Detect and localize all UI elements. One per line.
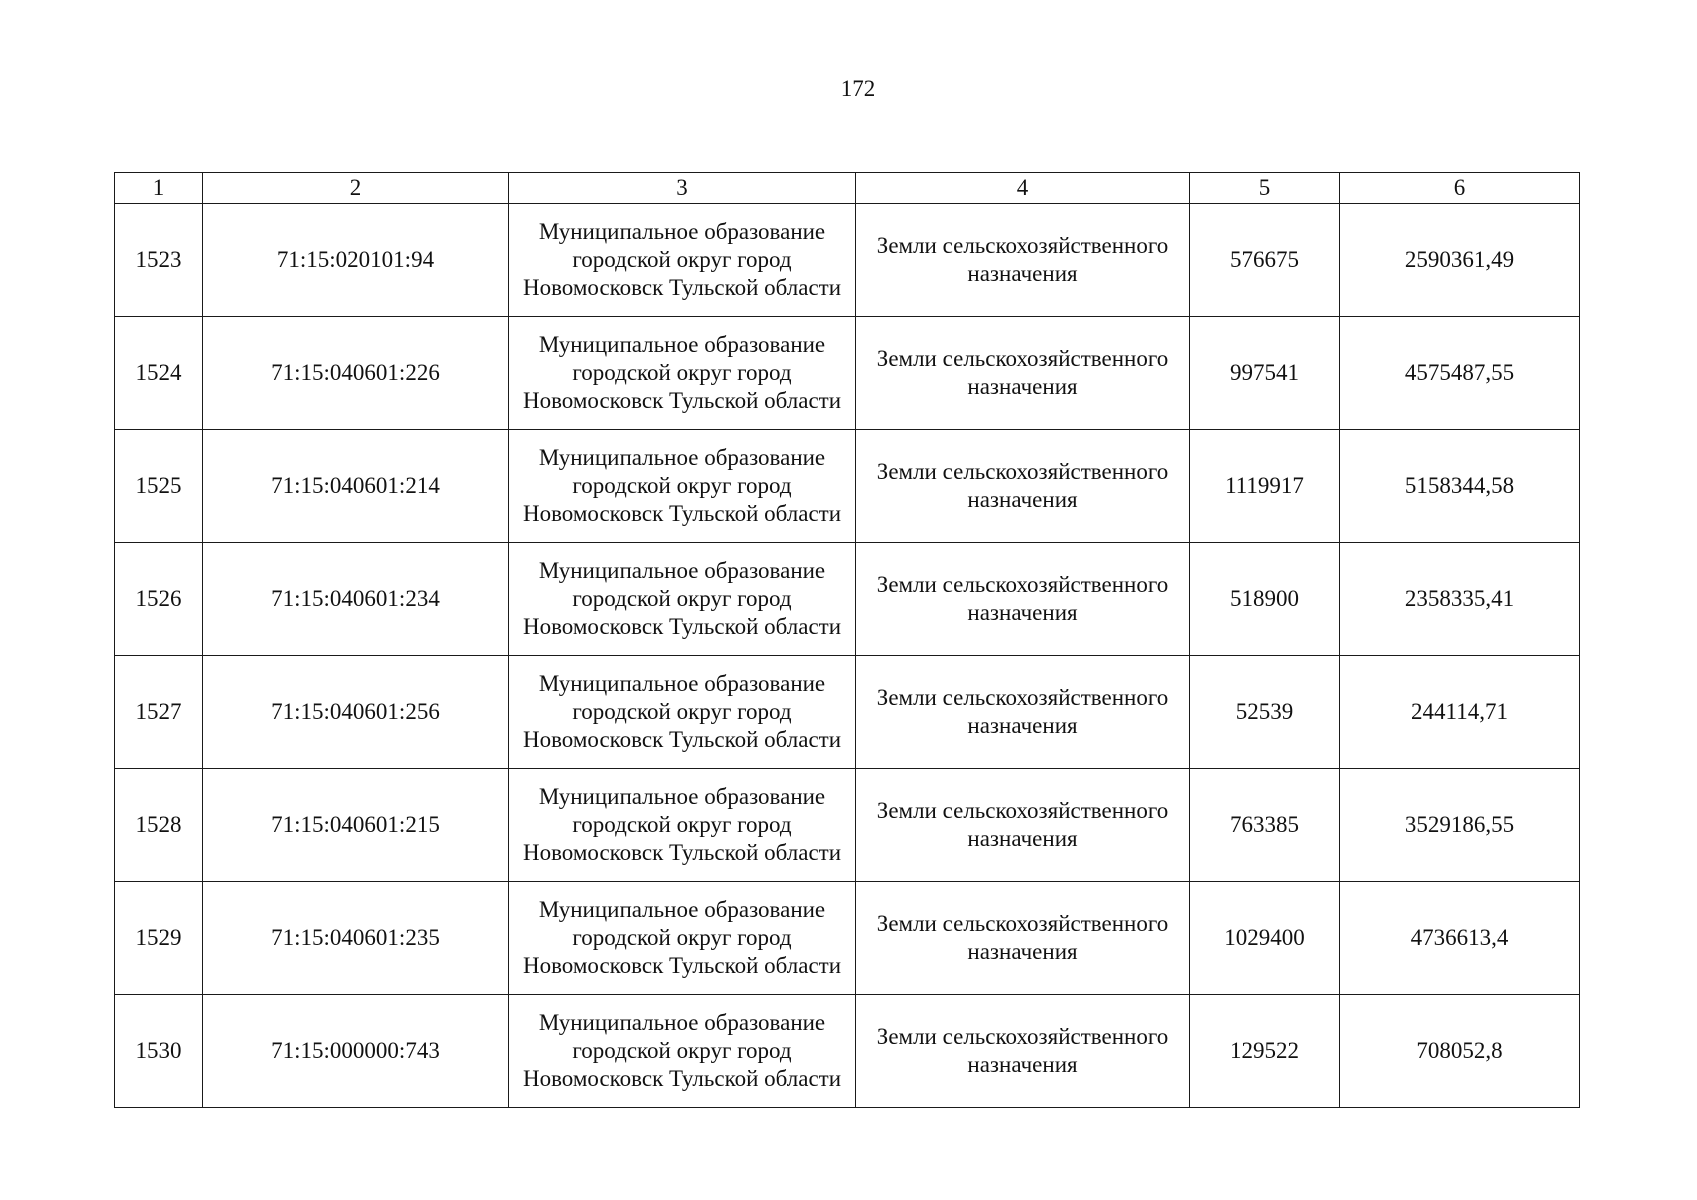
table-row xyxy=(115,430,1580,543)
cell-value: 4575487,55 xyxy=(1340,317,1580,430)
header-col-1: 1 xyxy=(115,173,203,204)
cell-land-category: Земли сельскохозяйственного назначения xyxy=(856,543,1190,656)
cell-number: 1529 xyxy=(115,882,203,995)
cell-number: 1526 xyxy=(115,543,203,656)
page-number: 172 xyxy=(840,76,876,101)
cell-land-category: Земли сельскохозяйственного назначения xyxy=(856,656,1190,769)
cell-value: 2590361,49 xyxy=(1340,204,1580,317)
cell-owner: Муниципальное образование городской округ город Новомосковск Тульской области xyxy=(509,882,856,995)
cell-cadastral-number: 71:15:000000:743 xyxy=(203,995,509,1108)
cell-number: 1525 xyxy=(115,430,203,543)
cell-value: 708052,8 xyxy=(1340,995,1580,1108)
land-plots-table xyxy=(114,172,1580,1108)
header-col-3: 3 xyxy=(509,173,856,204)
cell-value: 2358335,41 xyxy=(1340,543,1580,656)
cell-owner: Муниципальное образование городской округ город Новомосковск Тульской области xyxy=(509,656,856,769)
cell-land-category: Земли сельскохозяйственного назначения xyxy=(856,430,1190,543)
cell-cadastral-number: 71:15:020101:94 xyxy=(203,204,509,317)
cell-value: 4736613,4 xyxy=(1340,882,1580,995)
cell-number: 1527 xyxy=(115,656,203,769)
cell-owner: Муниципальное образование городской округ город Новомосковск Тульской области xyxy=(509,769,856,882)
cell-area: 997541 xyxy=(1190,317,1340,430)
cell-land-category: Земли сельскохозяйственного назначения xyxy=(856,882,1190,995)
cell-land-category: Земли сельскохозяйственного назначения xyxy=(856,769,1190,882)
cell-number: 1523 xyxy=(115,204,203,317)
cell-cadastral-number: 71:15:040601:226 xyxy=(203,317,509,430)
cell-owner: Муниципальное образование городской округ город Новомосковск Тульской области xyxy=(509,204,856,317)
cell-value: 3529186,55 xyxy=(1340,769,1580,882)
cell-area: 1029400 xyxy=(1190,882,1340,995)
table-row xyxy=(115,882,1580,995)
cell-area: 1119917 xyxy=(1190,430,1340,543)
cell-owner: Муниципальное образование городской округ город Новомосковск Тульской области xyxy=(509,430,856,543)
cell-owner: Муниципальное образование городской округ город Новомосковск Тульской области xyxy=(509,995,856,1108)
cell-number: 1528 xyxy=(115,769,203,882)
cell-land-category: Земли сельскохозяйственного назначения xyxy=(856,995,1190,1108)
cell-value: 244114,71 xyxy=(1340,656,1580,769)
table-row xyxy=(115,769,1580,882)
cell-owner: Муниципальное образование городской округ город Новомосковск Тульской области xyxy=(509,317,856,430)
table-row xyxy=(115,543,1580,656)
header-col-4: 4 xyxy=(856,173,1190,204)
cell-value: 5158344,58 xyxy=(1340,430,1580,543)
cell-cadastral-number: 71:15:040601:234 xyxy=(203,543,509,656)
cell-cadastral-number: 71:15:040601:215 xyxy=(203,769,509,882)
cell-cadastral-number: 71:15:040601:214 xyxy=(203,430,509,543)
cell-land-category: Земли сельскохозяйственного назначения xyxy=(856,204,1190,317)
cell-area: 518900 xyxy=(1190,543,1340,656)
header-col-6: 6 xyxy=(1340,173,1580,204)
header-col-2: 2 xyxy=(203,173,509,204)
table-row xyxy=(115,204,1580,317)
cell-area: 576675 xyxy=(1190,204,1340,317)
table-header-row xyxy=(115,173,1580,204)
table-row xyxy=(115,656,1580,769)
cell-area: 129522 xyxy=(1190,995,1340,1108)
table-row xyxy=(115,995,1580,1108)
table-row xyxy=(115,317,1580,430)
cell-area: 52539 xyxy=(1190,656,1340,769)
cell-owner: Муниципальное образование городской округ город Новомосковск Тульской области xyxy=(509,543,856,656)
cell-cadastral-number: 71:15:040601:256 xyxy=(203,656,509,769)
header-col-5: 5 xyxy=(1190,173,1340,204)
cell-number: 1530 xyxy=(115,995,203,1108)
cell-number: 1524 xyxy=(115,317,203,430)
cell-cadastral-number: 71:15:040601:235 xyxy=(203,882,509,995)
cell-area: 763385 xyxy=(1190,769,1340,882)
cell-land-category: Земли сельскохозяйственного назначения xyxy=(856,317,1190,430)
